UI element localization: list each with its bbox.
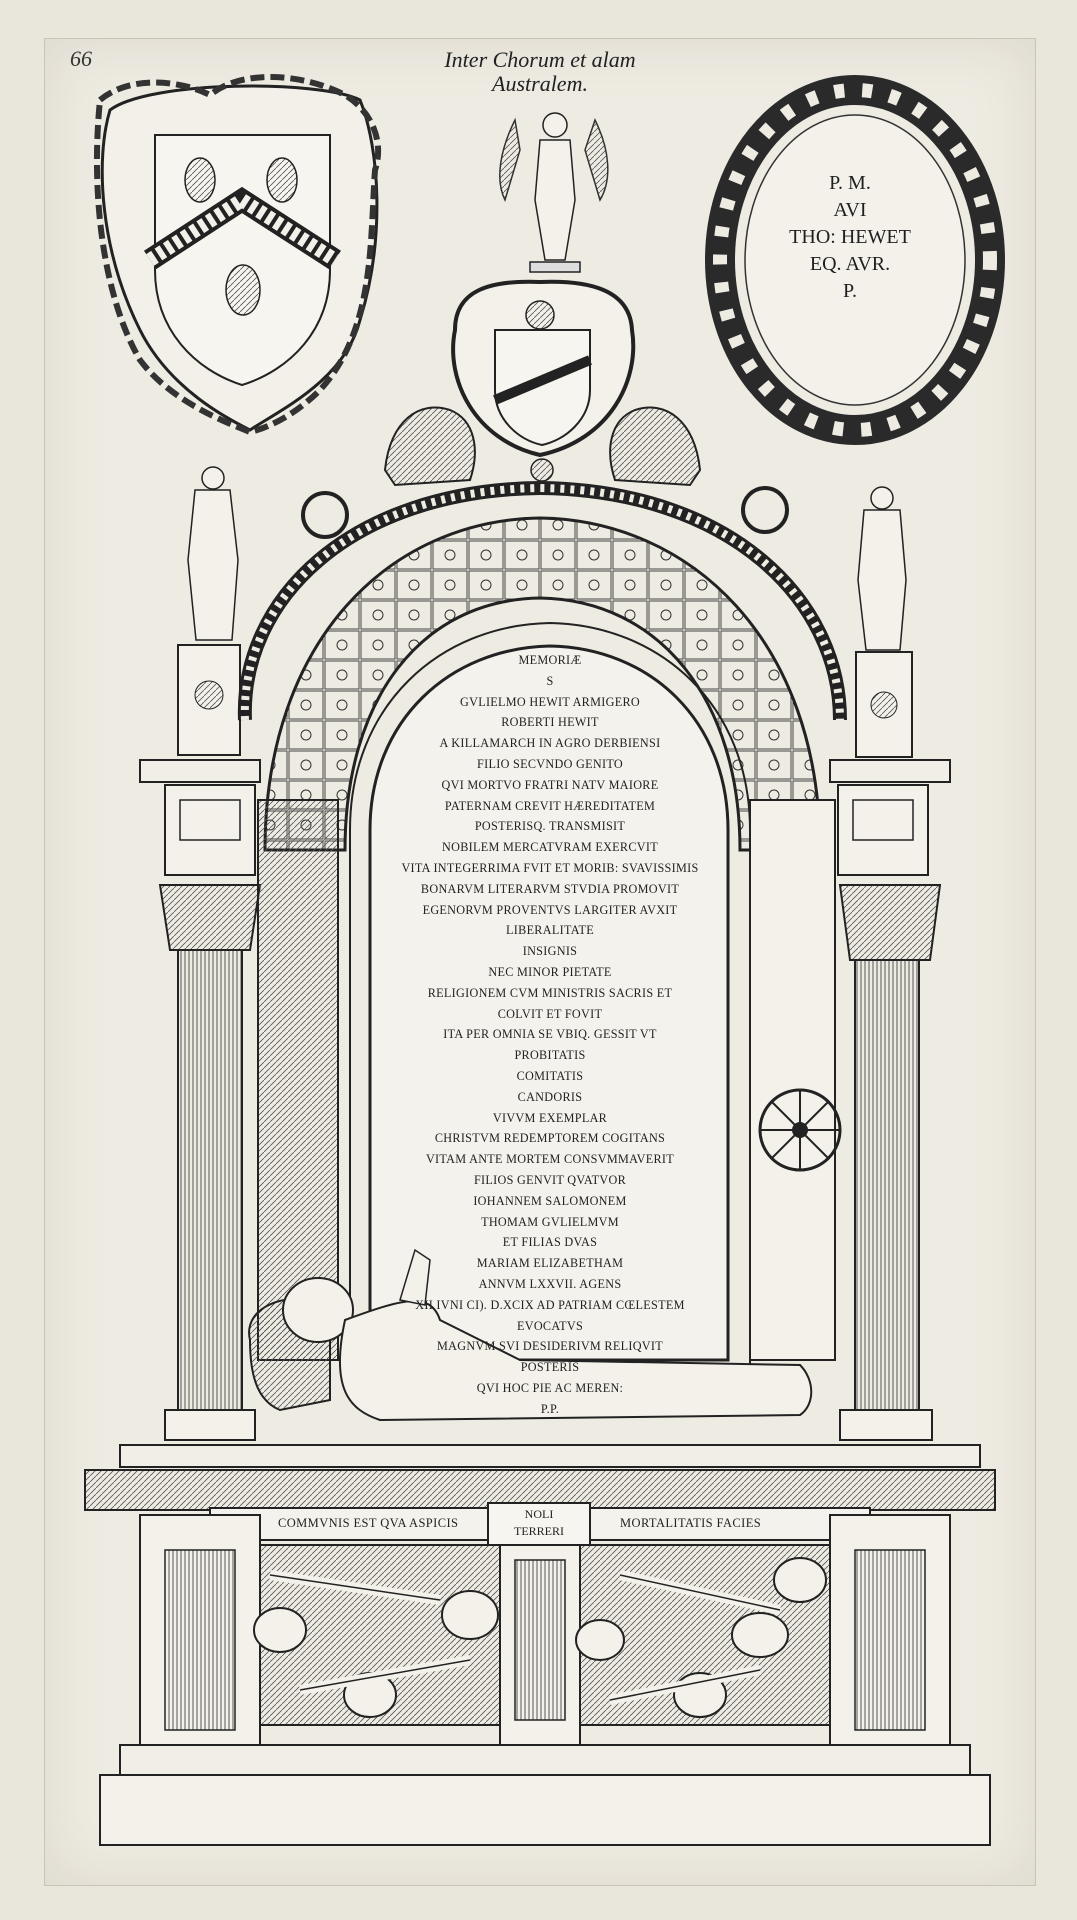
epitaph-line: PROBITATIS (514, 1048, 586, 1063)
epitaph-line: ANNVM LXXVII. AGENS (478, 1276, 622, 1291)
epitaph-line: NEC MINOR PIETATE (488, 964, 612, 979)
central-shield-cartouche (453, 282, 633, 481)
epitaph-line: CHRISTVM REDEMPTOREM COGITANS (434, 1131, 666, 1146)
header-line-2: Australem. (492, 71, 588, 96)
wreath-line-1: P. M. (829, 172, 871, 194)
right-column (750, 760, 950, 1440)
epitaph-line: A KILLAMARCH IN AGRO DERBIENSI (439, 736, 661, 751)
plaque-center-text (490, 1506, 588, 1540)
epitaph-line: VITA INTEGERRIMA FVIT ET MORIB: SVAVISSIMIS (401, 860, 699, 875)
epitaph-line: ITA PER OMNIA SE VBIQ. GESSIT VT (443, 1027, 657, 1042)
epitaph-line: MAGNVM SVI DESIDERIVM RELIQVIT (437, 1339, 663, 1354)
epitaph-line: VIVVM EXEMPLAR (492, 1110, 608, 1125)
epitaph-line: INSIGNIS (522, 944, 578, 959)
monument-base (85, 1445, 995, 1845)
epitaph-text (380, 650, 720, 1419)
epitaph-line: COMITATIS (516, 1068, 584, 1083)
epitaph-line: IOHANNEM SALOMONEM (473, 1193, 627, 1208)
angel-statue (500, 113, 608, 272)
wreath-line-3: THO: HEWET (789, 226, 911, 248)
right-figure-statue (856, 487, 912, 757)
epitaph-line: RELIGIONEM CVM MINISTRIS SACRIS ET (427, 985, 673, 1000)
epitaph-line: POSTERIS (520, 1360, 580, 1375)
epitaph-line: COLVIT ET FOVIT (497, 1006, 603, 1021)
epitaph-line: CANDORIS (517, 1089, 583, 1104)
wreath-line-2: AVI (833, 199, 867, 221)
epitaph-line: MARIAM ELIZABETHAM (476, 1256, 624, 1271)
epitaph-line: VITAM ANTE MORTEM CONSVMMAVERIT (425, 1152, 675, 1167)
epitaph-line: FILIOS GENVIT QVATVOR (473, 1172, 627, 1187)
epitaph-line: POSTERISQ. TRANSMISIT (474, 819, 626, 834)
epitaph-line: XII IVNI CI). D.XCIX AD PATRIAM CŒLESTEM (415, 1297, 685, 1312)
epitaph-line: EGENORVM PROVENTVS LARGITER AVXIT (422, 902, 678, 917)
left-lion (385, 408, 475, 486)
page-number: 66 (70, 46, 92, 71)
epitaph-line: S (546, 673, 554, 688)
epitaph-line: THOMAM GVLIELMVM (481, 1214, 619, 1229)
wreath-line-5: P. (843, 280, 857, 302)
wreath-inscription (750, 170, 950, 305)
epitaph-line: LIBERALITATE (506, 923, 594, 938)
plaque-left-text: COMMVNIS EST QVA ASPICIS (278, 1516, 459, 1530)
epitaph-line: NOBILEM MERCATVRAM EXERCVIT (442, 840, 658, 855)
plaque-right-text: MORTALITATIS FACIES (620, 1516, 762, 1530)
epitaph-line: PATERNAM CREVIT HÆREDITATEM (444, 798, 656, 813)
epitaph-line: MEMORIÆ (518, 653, 582, 667)
epitaph-line: ET FILIAS DVAS (502, 1235, 598, 1250)
epitaph-line: FILIO SECVNDO GENITO (477, 756, 623, 771)
left-coat-of-arms (97, 77, 378, 432)
epitaph-line: EVOCATVS (516, 1318, 584, 1333)
epitaph-line: BONARVM LITERARVM STVDIA PROMOVIT (420, 881, 680, 896)
wreath-line-4: EQ. AVR. (809, 253, 891, 275)
epitaph-line: GVLIELMO HEWIT ARMIGERO (460, 694, 640, 709)
left-figure-statue (178, 467, 240, 755)
epitaph-line: ROBERTI HEWIT (501, 715, 599, 730)
plaque-center-line-1: NOLI (524, 1507, 554, 1521)
right-lion (610, 408, 700, 486)
epitaph-line: QVI HOC PIE AC MEREN: (476, 1380, 624, 1395)
epitaph-line: QVI MORTVO FRATRI NATV MAIORE (441, 777, 659, 792)
plaque-center-line-2: TERRERI (514, 1524, 564, 1538)
epitaph-line: P.P. (540, 1401, 560, 1416)
header-line-1: Inter Chorum et alam (444, 47, 636, 72)
